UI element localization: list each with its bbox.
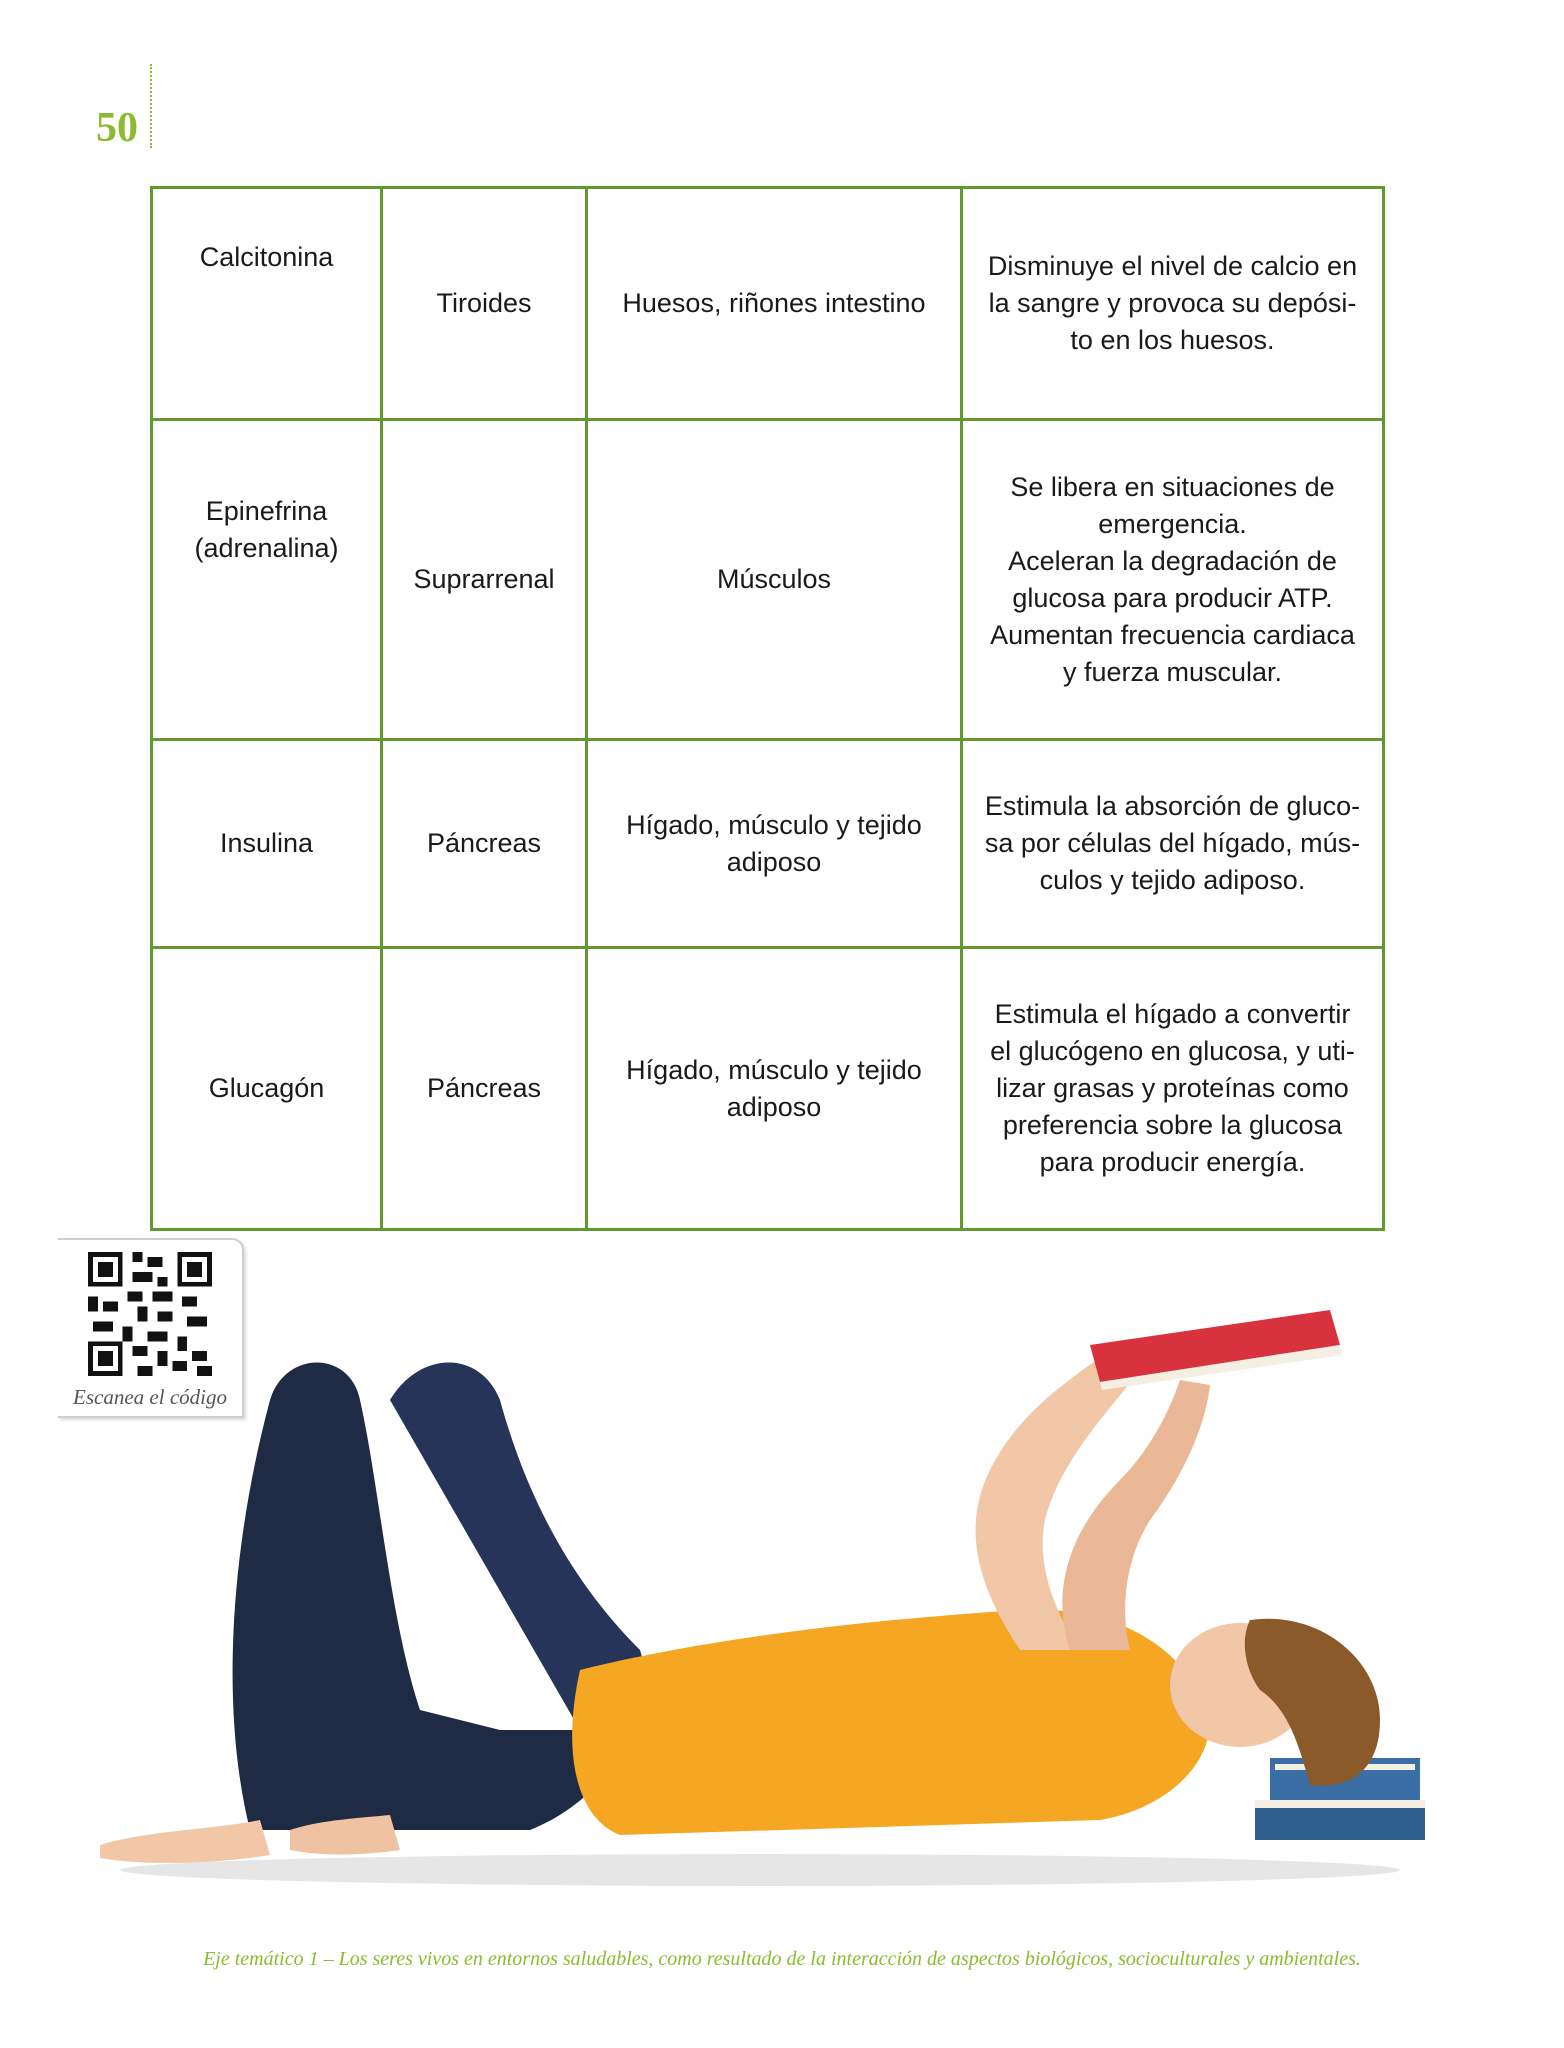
action-cell: Estimula la absorción de gluco- sa por células del hígado, mús- culos y tejido adiposo. [962, 740, 1384, 948]
target-cell: Huesos, riñones intestino [587, 188, 962, 420]
page-number: 50 [96, 105, 138, 151]
qr-caption: Escanea el código [73, 1385, 227, 1409]
gland-cell: Páncreas [382, 948, 587, 1230]
hormone-cell: Insulina [152, 740, 382, 948]
gland-cell: Tiroides [382, 188, 587, 420]
action-cell: Estimula el hígado a convertir el glucógeno en glucosa, y uti- lizar grasas y proteínas como preferencia sobre la glucosa para producir energía. [962, 948, 1384, 1230]
gland-cell: Suprarrenal [382, 420, 587, 740]
page-number-rule [150, 64, 152, 148]
footer-text: Eje temático 1 – Los seres vivos en entornos saludables, como resultado de la interacción de aspectos biológicos, socioculturales y ambientales. [203, 1948, 1361, 1970]
qr-code-panel[interactable] [58, 1238, 244, 1418]
qr-code-icon [88, 1252, 212, 1376]
girl-reading-photo [60, 1290, 1480, 1910]
table-row [152, 420, 1384, 740]
hormone-cell: Glucagón [152, 948, 382, 1230]
target-cell: Músculos [587, 420, 962, 740]
hormone-cell: Calcitonina [152, 188, 382, 420]
table-row [152, 948, 1384, 1230]
target-cell: Hígado, músculo y tejido adiposo [587, 740, 962, 948]
gland-cell: Páncreas [382, 740, 587, 948]
action-cell: Se libera en situaciones de emergencia. Aceleran la degradación de glucosa para producir ATP. Aumentan frecuencia cardiaca y fuerza muscular. [962, 420, 1384, 740]
table-row [152, 188, 1384, 420]
hormone-table [150, 186, 1385, 1231]
table-row [152, 740, 1384, 948]
target-cell: Hígado, músculo y tejido adiposo [587, 948, 962, 1230]
hormone-cell: Epinefrina (adrenalina) [152, 420, 382, 740]
action-cell: Disminuye el nivel de calcio en la sangre y provoca su depósi- to en los huesos. [962, 188, 1384, 420]
